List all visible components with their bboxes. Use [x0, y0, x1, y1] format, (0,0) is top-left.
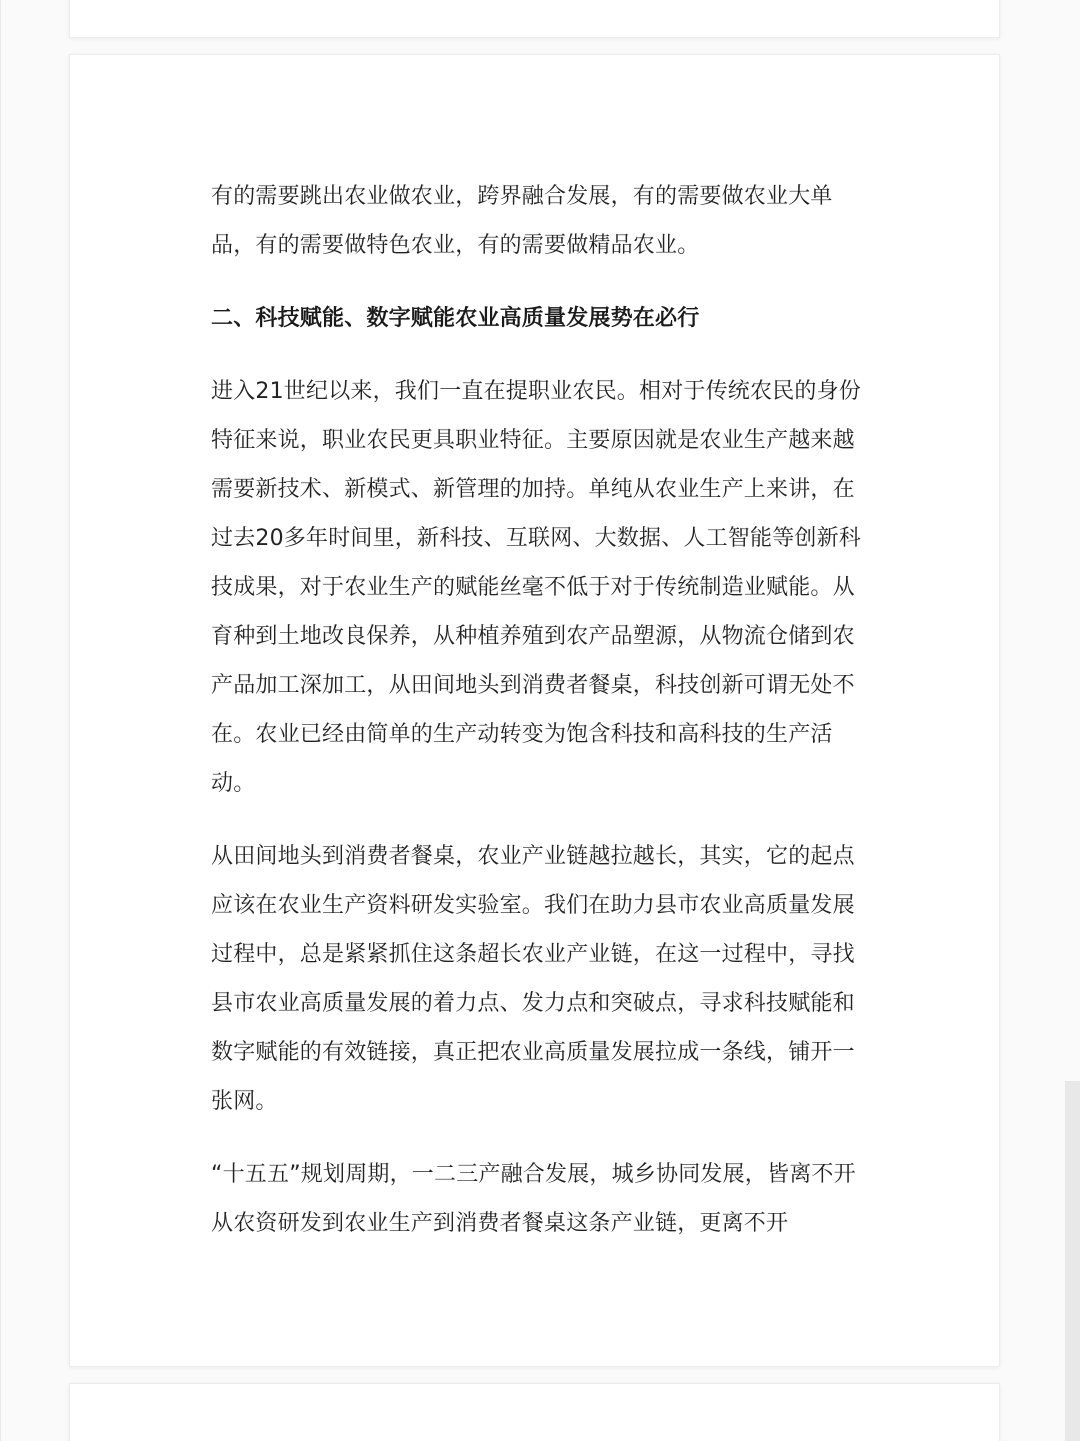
- paragraph-2: 进入21世纪以来，我们一直在提职业农民。相对于传统农民的身份特征来说，职业农民更具职业特征。主要原因就是农业生产越来越需要新技术、新模式、新管理的加持。单纯从农业生产上来讲，在过去20多年时间里，新科技、互联网、大数据、人工智能等创新科技成果，对于农业生产的赋能丝毫不低于对于传统制造业赋能。从育种到土地改良保养，从种植养殖到农产品塑源，从物流仓储到农产品加工深加工，从田间地头到消费者餐桌，科技创新可谓无处不在。农业已经由简单的生产动转变为饱含科技和高科技的生产活动。: [211, 379, 861, 796]
- viewer-left-edge: [0, 0, 1, 1441]
- paragraph-1: 有的需要跳出农业做农业，跨界融合发展，有的需要做农业大单品，有的需要做特色农业，有的需要做精品农业。: [211, 184, 833, 258]
- section-heading: 二、科技赋能、数字赋能农业高质量发展势在必行: [211, 306, 700, 331]
- scrollbar-thumb[interactable]: [1065, 1081, 1080, 1441]
- page-content: [211, 172, 861, 1272]
- vertical-scrollbar[interactable]: [1065, 0, 1080, 1441]
- document-page: [69, 54, 1000, 1367]
- previous-page: [69, 0, 1000, 38]
- paragraph-4: “十五五”规划周期，一二三产融合发展，城乡协同发展，皆离不开从农资研发到农业生产到消费者餐桌这条产业链，更离不开: [211, 1162, 856, 1236]
- next-page: [69, 1383, 1000, 1441]
- paragraph-3: 从田间地头到消费者餐桌，农业产业链越拉越长，其实，它的起点应该在农业生产资料研发实验室。我们在助力县市农业高质量发展过程中，总是紧紧抓住这条超长农业产业链，在这一过程中，寻找县市农业高质量发展的着力点、发力点和突破点，寻求科技赋能和数字赋能的有效链接，真正把农业高质量发展拉成一条线，铺开一张网。: [211, 844, 855, 1114]
